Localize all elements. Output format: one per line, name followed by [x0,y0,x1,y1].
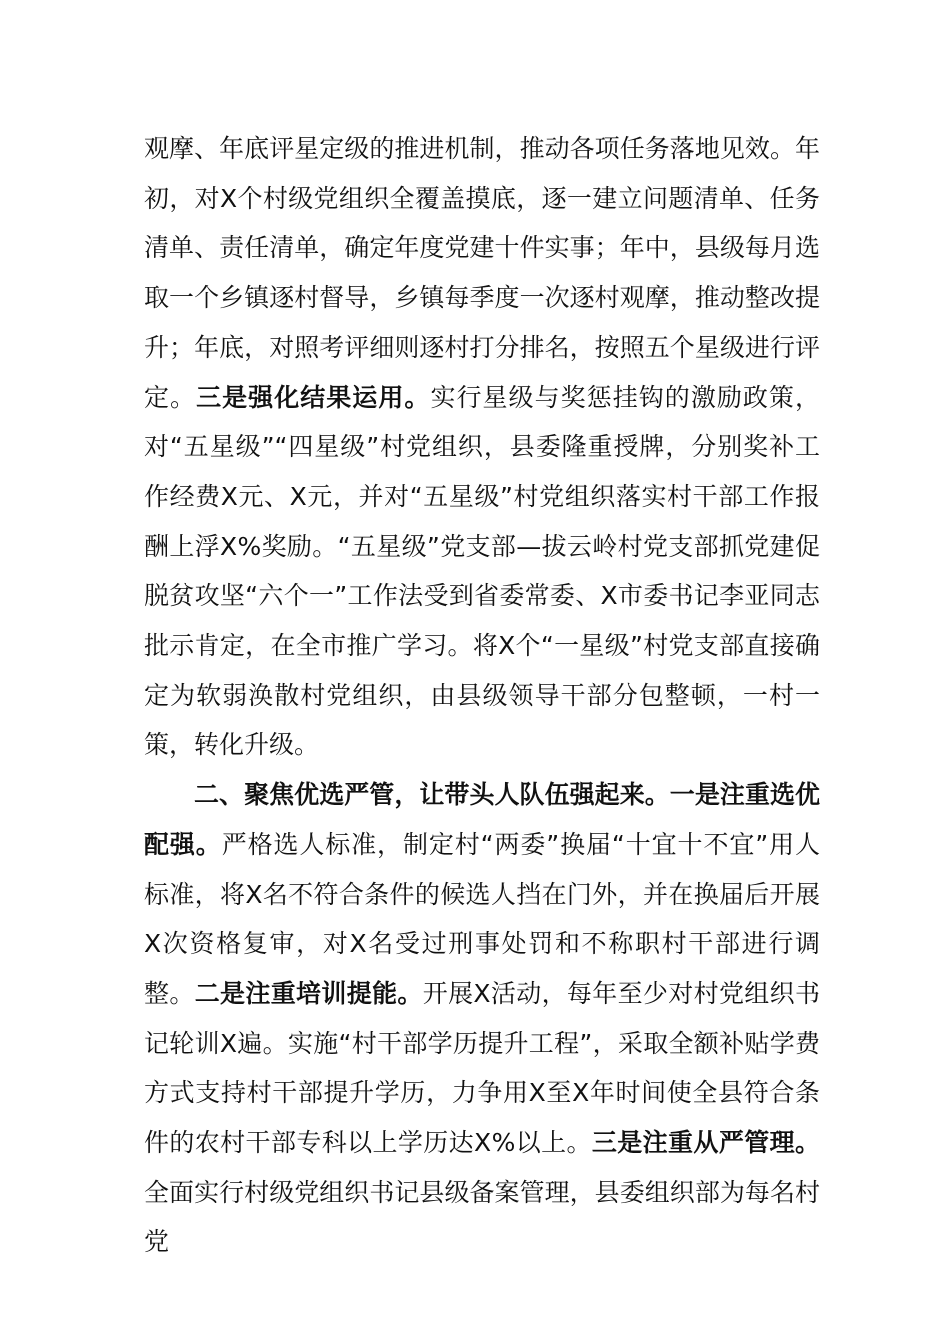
bold-heading-result-application: 三是强化结果运用。 [196,382,431,412]
text-segment: 实行星级与奖惩挂钩的激励政策，对“五星级”“四星级”村党组织，县委隆重授牌，分别奖补工作经费Ⅹ元、Ⅹ元，并对“五星级”村党组织落实村干部工作报酬上浮Ⅹ%奖励。“五星级”党支部—拔云岭村党支部抓党建促脱贫攻坚“六个一”工作法受到省委常委、Ⅹ市委书记李亚同志批示肯定，在全市推广学习。将Ⅹ个“一星级”村党支部直接确定为软弱涣散村党组织，由县级领导干部分包整顿，一村一策，转化升级。 [144,382,820,760]
bold-heading-training: 二是注重培训提能。 [194,978,423,1008]
text-segment: 开展Ⅹ活动，每年至少对村党组织书记轮训Ⅹ遍。实施“村干部学历提升工程”，采取全额补贴学费方式支持村干部提升学历，力争用Ⅹ至Ⅹ年时间使全县符合条件的农村干部专科以上学历达Ⅹ%以上。 [144,978,820,1158]
text-segment: 严格选人标准，制定村“两委”换届“十宜十不宜”用人标准，将Ⅹ名不符合条件的候选人挡在门外，并在换届后开展Ⅹ次资格复审，对Ⅹ名受过刑事处罚和不称职村干部进行调整。 [144,829,820,1008]
paragraph-section-two [144,770,820,1267]
paragraph-star-rating-mechanism [144,124,820,770]
document-body [144,124,820,1267]
bold-heading-strict-management: 三是注重从严管理。 [591,1128,820,1158]
bold-section-heading: 二、聚焦优选严管，让带头人队伍强起来。一是注重选优配强。 [144,780,820,859]
text-segment: 观摩、年底评星定级的推进机制，推动各项任务落地见效。年初，对Ⅹ个村级党组织全覆盖摸底，逐一建立问题清单、任务清单、责任清单，确定年度党建十件实事；年中，县级每月选取一个乡镇逐村督导，乡镇每季度一次逐村观摩，推动整改提升；年底，对照考评细则逐村打分排名，按照五个星级进行评定。 [144,134,820,412]
text-segment: 全面实行村级党组织书记县级备案管理，县委组织部为每名村党 [144,1177,820,1257]
